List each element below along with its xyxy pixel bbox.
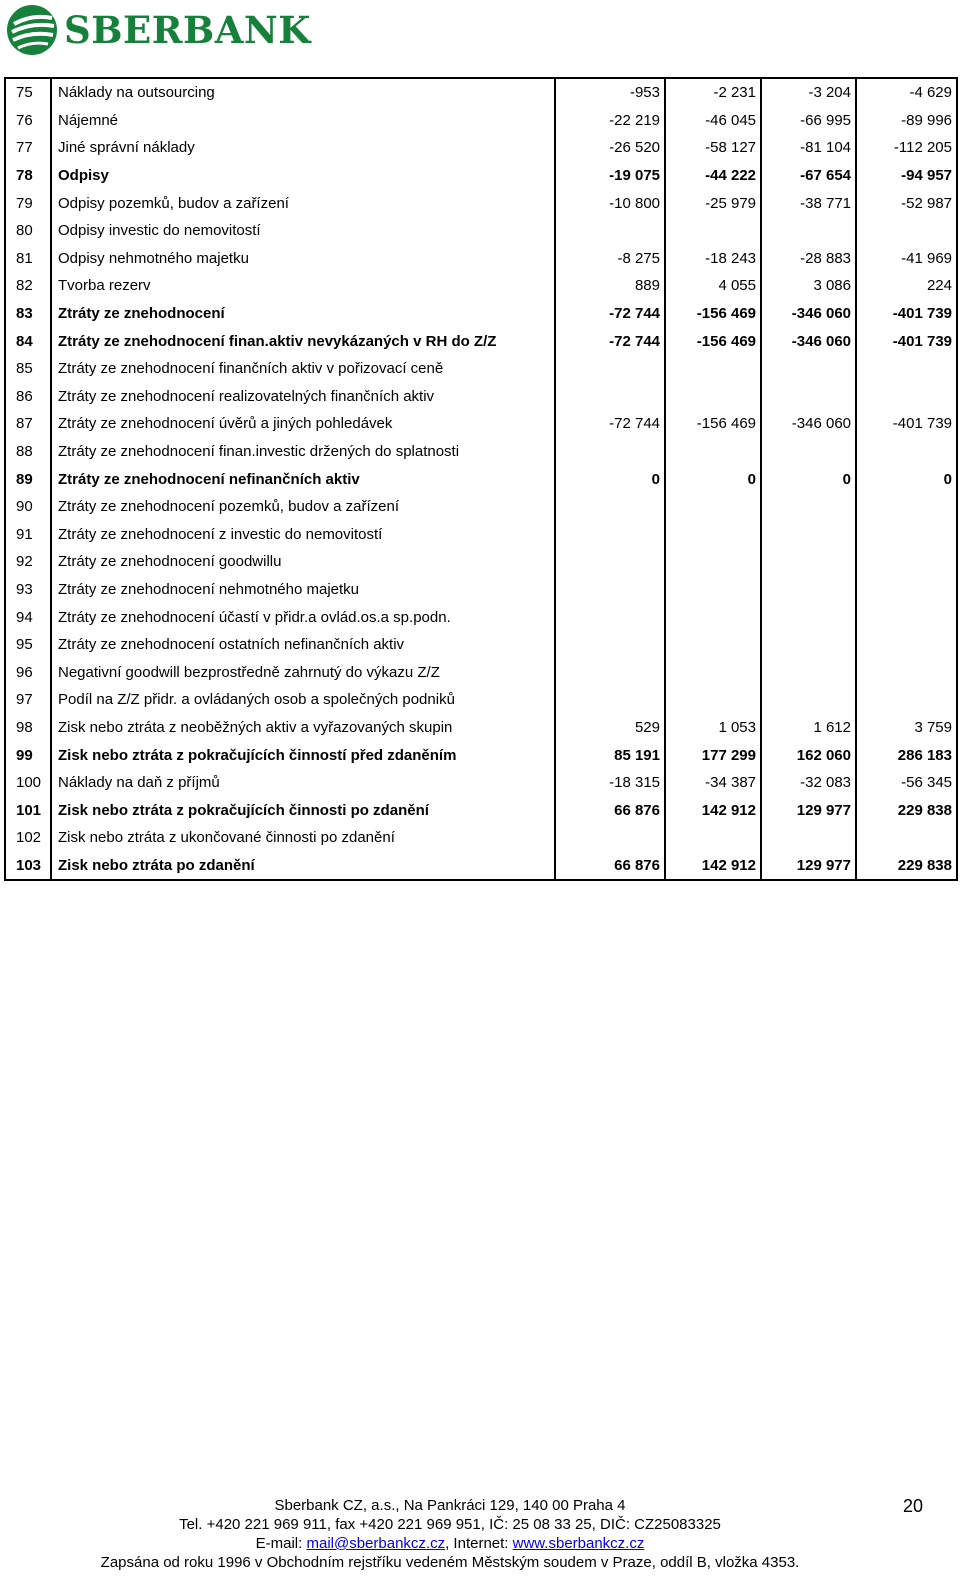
value-cell-col2 (665, 576, 761, 604)
value-cell-col4: -401 739 (856, 300, 957, 328)
table-row (5, 548, 957, 576)
value-cell-col1 (555, 355, 665, 383)
value-cell-col1: -10 800 (555, 189, 665, 217)
value-cell-col3: 129 977 (761, 852, 856, 881)
value-cell-col2: -25 979 (665, 189, 761, 217)
value-cell-col4 (856, 493, 957, 521)
row-label-cell: Zisk nebo ztráta po zdanění (51, 852, 555, 881)
value-cell-col4 (856, 658, 957, 686)
row-label-cell: Ztráty ze znehodnocení z investic do nemovitostí (51, 521, 555, 549)
table-row (5, 78, 957, 107)
value-cell-col1 (555, 438, 665, 466)
value-cell-col2 (665, 548, 761, 576)
value-cell-col3 (761, 658, 856, 686)
value-cell-col3: -32 083 (761, 769, 856, 797)
value-cell-col1: 889 (555, 272, 665, 300)
value-cell-col3 (761, 603, 856, 631)
value-cell-col4: -56 345 (856, 769, 957, 797)
value-cell-col1 (555, 576, 665, 604)
row-label-cell: Ztráty ze znehodnocení (51, 300, 555, 328)
value-cell-col4: -52 987 (856, 189, 957, 217)
value-cell-col1: -26 520 (555, 134, 665, 162)
value-cell-col4: -94 957 (856, 162, 957, 190)
value-cell-col1: -72 744 (555, 410, 665, 438)
value-cell-col3 (761, 824, 856, 852)
row-number-cell: 84 (5, 327, 51, 355)
row-number-cell: 82 (5, 272, 51, 300)
email-label: E-mail: (255, 1535, 307, 1552)
value-cell-col2 (665, 521, 761, 549)
value-cell-col1 (555, 686, 665, 714)
row-label-cell: Odpisy investic do nemovitostí (51, 217, 555, 245)
table-row (5, 189, 957, 217)
value-cell-col4 (856, 217, 957, 245)
value-cell-col3 (761, 355, 856, 383)
value-cell-col3 (761, 548, 856, 576)
value-cell-col2 (665, 217, 761, 245)
table-row (5, 521, 957, 549)
row-label-cell: Ztráty ze znehodnocení úvěrů a jiných pohledávek (51, 410, 555, 438)
value-cell-col1 (555, 824, 665, 852)
value-cell-col3 (761, 631, 856, 659)
value-cell-col4 (856, 355, 957, 383)
row-label-cell: Ztráty ze znehodnocení finan.aktiv nevykázaných v RH do Z/Z (51, 327, 555, 355)
row-number-cell: 102 (5, 824, 51, 852)
row-label-cell: Ztráty ze znehodnocení účastí v přidr.a ovlád.os.a sp.podn. (51, 603, 555, 631)
value-cell-col2: -34 387 (665, 769, 761, 797)
value-cell-col1: -22 219 (555, 107, 665, 135)
value-cell-col3: 0 (761, 465, 856, 493)
value-cell-col2: 142 912 (665, 796, 761, 824)
value-cell-col4: 0 (856, 465, 957, 493)
value-cell-col2 (665, 824, 761, 852)
value-cell-col4 (856, 686, 957, 714)
value-cell-col3: -3 204 (761, 78, 856, 107)
value-cell-col1 (555, 631, 665, 659)
row-number-cell: 99 (5, 741, 51, 769)
value-cell-col2: 1 053 (665, 714, 761, 742)
value-cell-col1 (555, 521, 665, 549)
row-label-cell: Negativní goodwill bezprostředně zahrnutý do výkazu Z/Z (51, 658, 555, 686)
value-cell-col3 (761, 383, 856, 411)
row-number-cell: 93 (5, 576, 51, 604)
row-label-cell: Zisk nebo ztráta z pokračujících činnosti po zdanění (51, 796, 555, 824)
logo-text: SBERBANK (64, 7, 311, 52)
row-label-cell: Podíl na Z/Z přidr. a ovládaných osob a společných podniků (51, 686, 555, 714)
value-cell-col4 (856, 603, 957, 631)
value-cell-col3: -67 654 (761, 162, 856, 190)
value-cell-col2: -156 469 (665, 410, 761, 438)
row-number-cell: 95 (5, 631, 51, 659)
row-number-cell: 90 (5, 493, 51, 521)
table-row (5, 686, 957, 714)
row-label-cell: Ztráty ze znehodnocení realizovatelných finančních aktiv (51, 383, 555, 411)
value-cell-col2: -58 127 (665, 134, 761, 162)
row-label-cell: Ztráty ze znehodnocení goodwillu (51, 548, 555, 576)
value-cell-col1: -72 744 (555, 327, 665, 355)
value-cell-col3 (761, 576, 856, 604)
footer-contacts: Tel. +420 221 969 911, fax +420 221 969 951, IČ: 25 08 33 25, DIČ: CZ25083325 (179, 1516, 721, 1533)
table-row (5, 493, 957, 521)
value-cell-col2: 4 055 (665, 272, 761, 300)
row-number-cell: 79 (5, 189, 51, 217)
row-label-cell: Nájemné (51, 107, 555, 135)
table-row (5, 796, 957, 824)
value-cell-col2 (665, 658, 761, 686)
value-cell-col3: -346 060 (761, 300, 856, 328)
value-cell-col3 (761, 438, 856, 466)
value-cell-col2 (665, 631, 761, 659)
row-number-cell: 92 (5, 548, 51, 576)
page-footer (0, 1496, 900, 1572)
row-number-cell: 86 (5, 383, 51, 411)
value-cell-col4: 229 838 (856, 852, 957, 881)
value-cell-col1: -18 315 (555, 769, 665, 797)
row-number-cell: 91 (5, 521, 51, 549)
value-cell-col1: 85 191 (555, 741, 665, 769)
table-row (5, 852, 957, 881)
value-cell-col4: -401 739 (856, 410, 957, 438)
row-label-cell: Zisk nebo ztráta z neoběžných aktiv a vyřazovaných skupin (51, 714, 555, 742)
value-cell-col4: -41 969 (856, 245, 957, 273)
table-row (5, 438, 957, 466)
table-row (5, 631, 957, 659)
value-cell-col4: 286 183 (856, 741, 957, 769)
page-number: 20 (903, 1496, 924, 1516)
row-number-cell: 96 (5, 658, 51, 686)
value-cell-col3: 129 977 (761, 796, 856, 824)
table-row (5, 714, 957, 742)
value-cell-col2: -156 469 (665, 300, 761, 328)
row-number-cell: 103 (5, 852, 51, 881)
row-number-cell: 98 (5, 714, 51, 742)
value-cell-col2 (665, 493, 761, 521)
value-cell-col1: 66 876 (555, 852, 665, 881)
value-cell-col3 (761, 493, 856, 521)
table-row (5, 107, 957, 135)
row-number-cell: 80 (5, 217, 51, 245)
value-cell-col3: 3 086 (761, 272, 856, 300)
table-row (5, 272, 957, 300)
row-number-cell: 83 (5, 300, 51, 328)
value-cell-col1 (555, 383, 665, 411)
value-cell-col2: 142 912 (665, 852, 761, 881)
row-label-cell: Ztráty ze znehodnocení nehmotného majetku (51, 576, 555, 604)
row-number-cell: 77 (5, 134, 51, 162)
row-number-cell: 78 (5, 162, 51, 190)
row-number-cell: 89 (5, 465, 51, 493)
value-cell-col4 (856, 631, 957, 659)
value-cell-col4: 3 759 (856, 714, 957, 742)
row-number-cell: 100 (5, 769, 51, 797)
table-row (5, 134, 957, 162)
value-cell-col1 (555, 603, 665, 631)
value-cell-col2: -156 469 (665, 327, 761, 355)
value-cell-col2 (665, 603, 761, 631)
value-cell-col4: -4 629 (856, 78, 957, 107)
row-number-cell: 97 (5, 686, 51, 714)
table-row (5, 576, 957, 604)
row-label-cell: Náklady na outsourcing (51, 78, 555, 107)
row-label-cell: Ztráty ze znehodnocení finan.investic držených do splatnosti (51, 438, 555, 466)
value-cell-col2 (665, 383, 761, 411)
row-number-cell: 81 (5, 245, 51, 273)
table-row (5, 769, 957, 797)
row-label-cell: Ztráty ze znehodnocení nefinančních aktiv (51, 465, 555, 493)
value-cell-col3: 162 060 (761, 741, 856, 769)
row-number-cell: 76 (5, 107, 51, 135)
row-label-cell: Odpisy nehmotného majetku (51, 245, 555, 273)
value-cell-col2 (665, 355, 761, 383)
value-cell-col4 (856, 576, 957, 604)
sberbank-logo (6, 4, 311, 56)
value-cell-col1: 0 (555, 465, 665, 493)
row-label-cell: Ztráty ze znehodnocení pozemků, budov a zařízení (51, 493, 555, 521)
value-cell-col3 (761, 217, 856, 245)
value-cell-col2: -44 222 (665, 162, 761, 190)
row-number-cell: 101 (5, 796, 51, 824)
value-cell-col4 (856, 521, 957, 549)
row-number-cell: 88 (5, 438, 51, 466)
footer-address: Sberbank CZ, a.s., Na Pankráci 129, 140 00 Praha 4 (274, 1497, 626, 1514)
value-cell-col2: -18 243 (665, 245, 761, 273)
row-label-cell: Odpisy (51, 162, 555, 190)
value-cell-col4: -401 739 (856, 327, 957, 355)
value-cell-col1 (555, 548, 665, 576)
table-row (5, 410, 957, 438)
internet-label: , Internet: (445, 1535, 513, 1552)
value-cell-col2: 177 299 (665, 741, 761, 769)
value-cell-col1: 529 (555, 714, 665, 742)
value-cell-col4: -112 205 (856, 134, 957, 162)
website-link[interactable]: www.sberbankcz.cz (512, 1535, 645, 1552)
value-cell-col3: -81 104 (761, 134, 856, 162)
value-cell-col1 (555, 658, 665, 686)
row-label-cell: Jiné správní náklady (51, 134, 555, 162)
row-label-cell: Tvorba rezerv (51, 272, 555, 300)
value-cell-col3: -66 995 (761, 107, 856, 135)
table-row (5, 824, 957, 852)
value-cell-col1: -72 744 (555, 300, 665, 328)
value-cell-col2 (665, 438, 761, 466)
row-label-cell: Odpisy pozemků, budov a zařízení (51, 189, 555, 217)
value-cell-col3 (761, 686, 856, 714)
value-cell-col2: 0 (665, 465, 761, 493)
table-row (5, 245, 957, 273)
income-statement-table (4, 77, 958, 881)
table-row (5, 300, 957, 328)
value-cell-col2: -2 231 (665, 78, 761, 107)
value-cell-col3 (761, 521, 856, 549)
table-row (5, 355, 957, 383)
value-cell-col4 (856, 824, 957, 852)
value-cell-col3: -346 060 (761, 410, 856, 438)
table-row (5, 741, 957, 769)
value-cell-col2: -46 045 (665, 107, 761, 135)
row-label-cell: Zisk nebo ztráta z pokračujících činností před zdaněním (51, 741, 555, 769)
footer-registration: Zapsána od roku 1996 v Obchodním rejstříku vedeném Městským soudem v Praze, oddíl B, vložka 4353. (100, 1554, 800, 1571)
value-cell-col3: 1 612 (761, 714, 856, 742)
table-row (5, 162, 957, 190)
email-link[interactable]: mail@sberbankcz.cz (306, 1535, 446, 1552)
table-row (5, 603, 957, 631)
row-label-cell: Ztráty ze znehodnocení ostatních nefinančních aktiv (51, 631, 555, 659)
value-cell-col4 (856, 383, 957, 411)
value-cell-col1 (555, 493, 665, 521)
value-cell-col4 (856, 438, 957, 466)
row-number-cell: 85 (5, 355, 51, 383)
footer-links (0, 1534, 900, 1553)
row-number-cell: 87 (5, 410, 51, 438)
value-cell-col1: -19 075 (555, 162, 665, 190)
row-number-cell: 94 (5, 603, 51, 631)
value-cell-col3: -28 883 (761, 245, 856, 273)
row-label-cell: Ztráty ze znehodnocení finančních aktiv v pořizovací ceně (51, 355, 555, 383)
row-label-cell: Náklady na daň z příjmů (51, 769, 555, 797)
value-cell-col4: 229 838 (856, 796, 957, 824)
table-row (5, 327, 957, 355)
value-cell-col4: 224 (856, 272, 957, 300)
table-row (5, 658, 957, 686)
value-cell-col1: -8 275 (555, 245, 665, 273)
table-row (5, 217, 957, 245)
value-cell-col2 (665, 686, 761, 714)
row-number-cell: 75 (5, 78, 51, 107)
table-row (5, 465, 957, 493)
table-row (5, 383, 957, 411)
value-cell-col1: 66 876 (555, 796, 665, 824)
value-cell-col3: -346 060 (761, 327, 856, 355)
value-cell-col4 (856, 548, 957, 576)
value-cell-col4: -89 996 (856, 107, 957, 135)
value-cell-col3: -38 771 (761, 189, 856, 217)
value-cell-col1 (555, 217, 665, 245)
sberbank-emblem-icon (6, 4, 58, 56)
value-cell-col1: -953 (555, 78, 665, 107)
row-label-cell: Zisk nebo ztráta z ukončované činnosti po zdanění (51, 824, 555, 852)
